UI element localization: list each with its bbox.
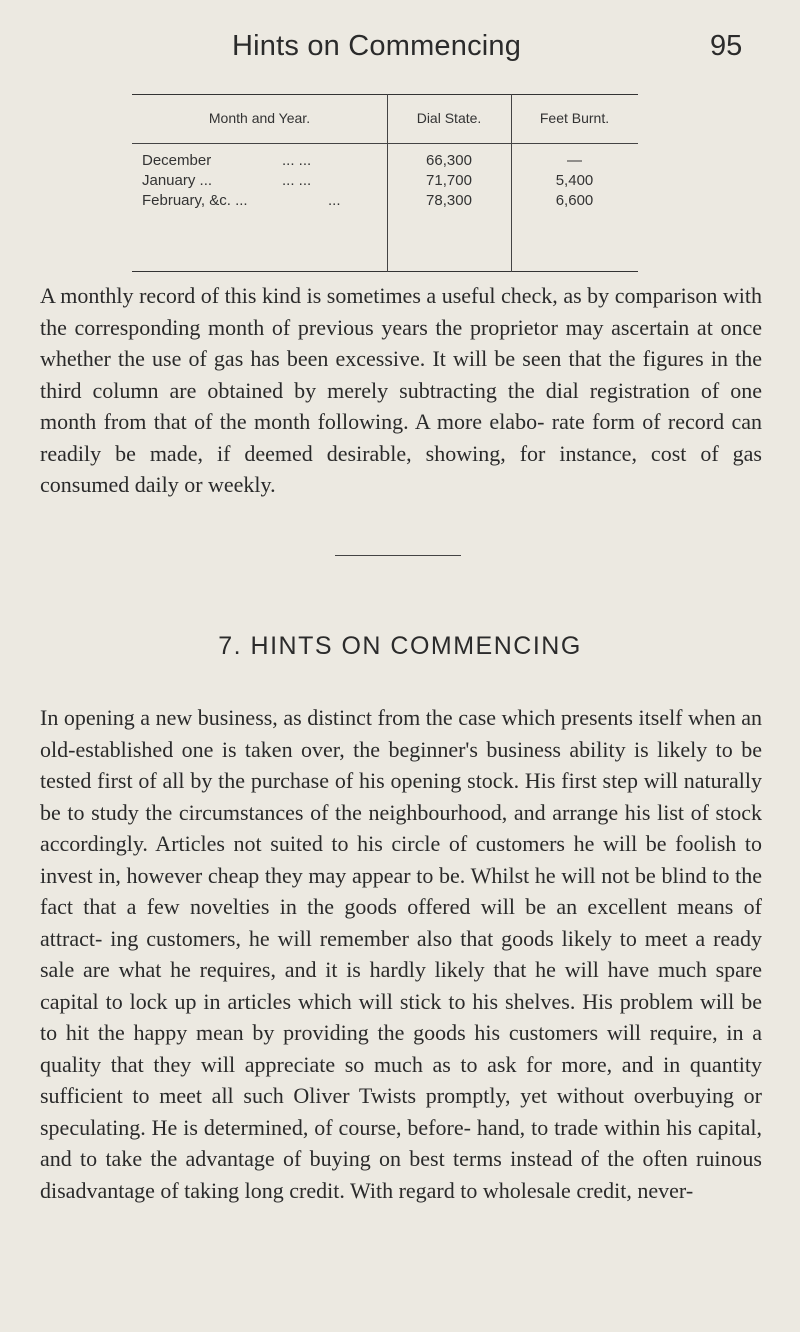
table-bottom-rule	[132, 271, 638, 272]
cell-month: January ...	[142, 172, 213, 189]
cell-dial-state: 66,300	[426, 152, 472, 169]
table-row	[132, 192, 638, 212]
running-title: Hints on Commencing	[232, 30, 522, 62]
paragraph-opening-business: In opening a new business, as distinct from the case which presents itself when an old-established one is taken over, the beginner's business ability is likely to be tested first of all by the purchase of his opening stock. His first step will naturally be to study the circumstances of the neighbourhood, and arrange his list of stock accordingly. Articles not suited to his circle of customers he will be foolish to invest in, however cheap they may appear to be. Whilst he will not be blind to the fact that a few novelties in the goods offered will be an excellent means of attract- ing customers, he will remember also that goods likely to meet a ready sale are what he requires, and it is hardly likely that he will have much spare capital to lock up in articles which will stick to his shelves. His problem will be to hit the happy mean by providing the goods his customers will require, in a quality that they will appreciate so much as to ask for more, and in quantity sufficient to meet all such Oliver Twists promptly, yet without overbuying or speculating. He is determined, of course, before- hand, to trade within his capital, and to take the advantage of buying on best terms instead of the often ruinous disadvantage of taking long credit. With regard to wholesale credit, never-	[40, 705, 762, 1203]
section-number: 7.	[218, 632, 243, 660]
page-number: 95	[710, 30, 743, 62]
gas-record-table	[132, 94, 638, 272]
section-heading	[0, 632, 800, 661]
leader-dots: ... ...	[282, 172, 312, 189]
section-title: HINTS ON COMMENCING	[250, 632, 582, 660]
header-month-and-year: Month and Year.	[208, 110, 311, 126]
cell-dial-state: 78,300	[426, 192, 472, 209]
header-dial-state: Dial State.	[416, 110, 482, 126]
table-row	[132, 152, 638, 172]
section-divider	[335, 555, 461, 556]
cell-feet-burnt: 6,600	[555, 192, 594, 209]
table-row	[132, 172, 638, 192]
cell-feet-burnt: 5,400	[555, 172, 594, 189]
paragraph-monthly-record: A monthly record of this kind is sometimes a useful check, as by comparison with the corresponding month of previous years the proprietor may ascertain at once whether the use of gas has been excessive. It will be seen that the figures in the third column are obtained by merely subtracting the dial registration of one month from that of the month following. A more elabo- rate form of record can readily be made, if deemed desirable, showing, for instance, cost of gas consumed daily or weekly.	[40, 283, 762, 497]
table-top-rule	[132, 94, 638, 95]
leader-dots: ...	[328, 192, 341, 209]
cell-month: February, &c. ...	[142, 192, 248, 209]
running-head	[0, 22, 800, 72]
header-feet-burnt: Feet Burnt.	[539, 110, 610, 126]
table-header-rule	[132, 143, 638, 144]
cell-month: December	[142, 152, 212, 169]
cell-dial-state: 71,700	[426, 172, 472, 189]
leader-dots: ... ...	[282, 152, 312, 169]
cell-feet-burnt: —	[567, 152, 582, 169]
